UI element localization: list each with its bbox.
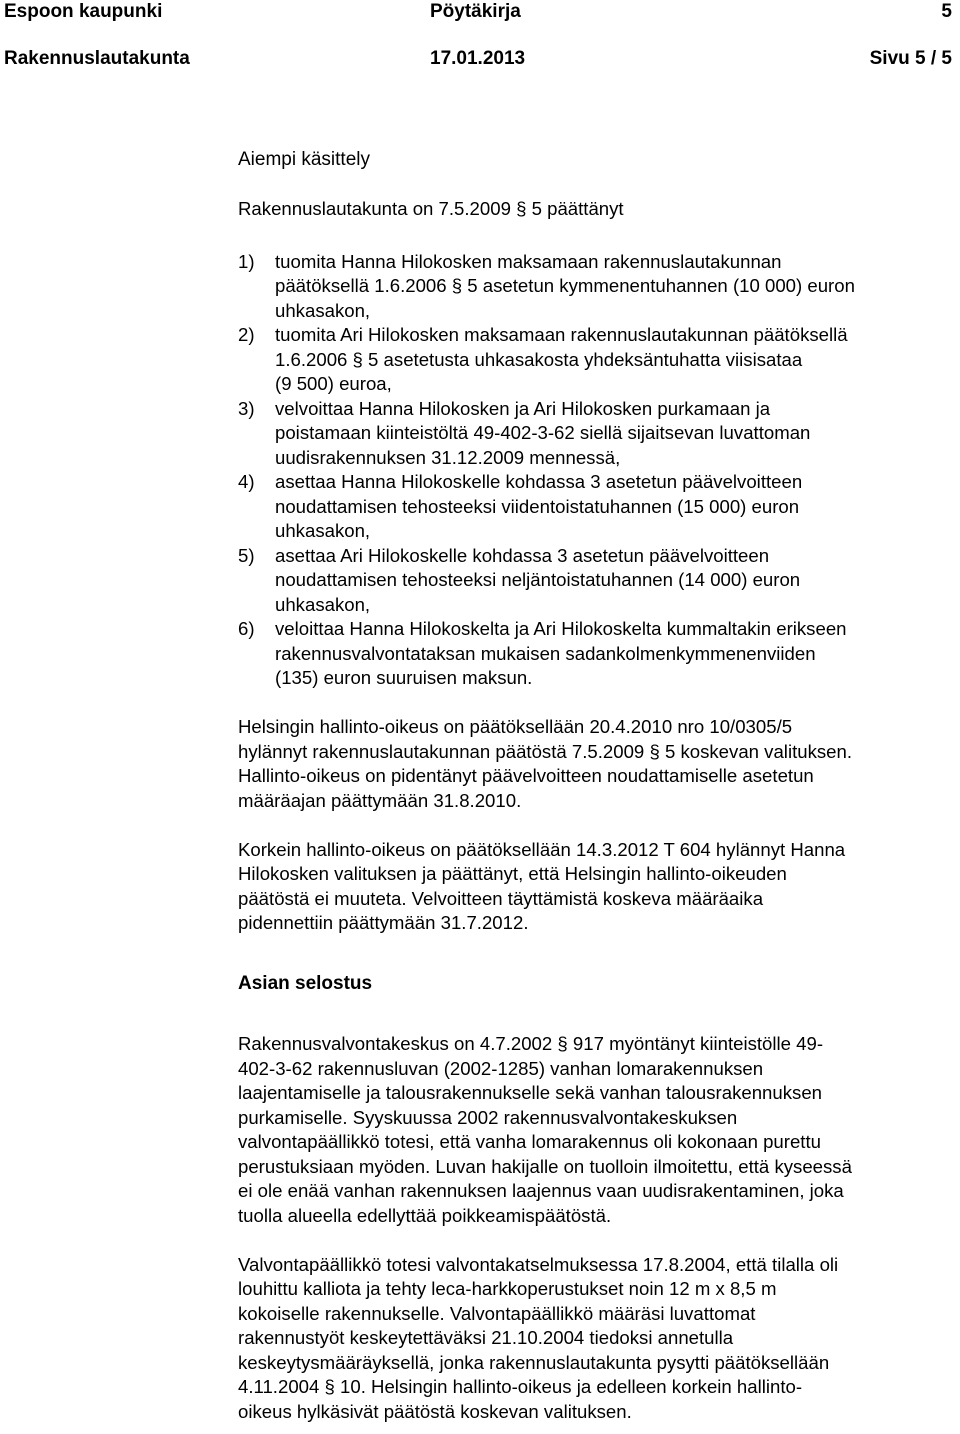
statement-paragraph-1 [238,1032,960,1228]
decision-item-line: noudattamisen tehosteeksi neljäntoistatuhannen (14 000) euron [275,569,801,590]
paragraph-line: 402-3-62 rakennusluvan (2002-1285) vanhan lomarakennuksen [238,1057,764,1079]
paragraph-line: Hilokosken valituksen ja päättänyt, että Helsingin hallinto-oikeuden [238,863,787,884]
decision-item-line: (135) euron suuruisen maksun. [275,667,533,688]
decision-item-number: 6) [238,618,255,639]
paragraph-line: hylännyt rakennuslautakunnan päätöstä 7.5.2009 § 5 koskevan valituksen. [238,740,853,762]
paragraph-line: oikeus hylkäsivät päätöstä koskevan valituksen. [238,1400,632,1422]
paragraph-line: määräajan päättymään 31.8.2010. [238,789,522,811]
decision-item-line: rakennusvalvontataksan mukaisen sadankolmenkymmenenviiden [275,642,816,664]
paragraph-line: valvontapäällikkö totesi, että vanha lomarakennus oli kokonaan purettu [238,1131,821,1152]
decision-item-line: asettaa Hanna Hilokoskelle kohdassa 3 asetetun päävelvoitteen [275,471,803,492]
paragraph-line: kokoiselle rakennukselle. Valvontapäällikkö määräsi luvattomat [238,1302,756,1324]
paragraph-line: tuolla alueella edellyttää poikkeamispäätöstä. [238,1204,612,1226]
board-name: Rakennuslautakunta [4,48,190,69]
paragraph-line: Hallinto-oikeus on pidentänyt päävelvoitteen noudattamiselle asetetun [238,765,814,786]
meeting-date: 17.01.2013 [430,48,526,69]
paragraph-line: Rakennusvalvontakeskus on 4.7.2002 § 917 myöntänyt kiinteistölle 49- [238,1033,824,1054]
decision-item-line: tuomita Hanna Hilokosken maksamaan rakennuslautakunnan [275,250,782,272]
decision-item [238,544,960,618]
administrative-court-paragraph [238,715,960,813]
decision-item [238,470,960,544]
decision-item [238,397,960,471]
section-number: 5 [941,1,952,22]
decision-list [238,250,960,691]
decision-item [238,323,960,397]
decision-item-line: velvoittaa Hanna Hilokosken ja Ari Hilokosken purkamaan ja [275,397,771,419]
supreme-court-paragraph [238,838,960,936]
paragraph-line: pidennettiin päättymään 31.7.2012. [238,912,529,933]
paragraph-line: Valvontapäällikkö totesi valvontakatselmuksessa 17.8.2004, että tilalla oli [238,1253,839,1275]
paragraph-line: 4.11.2004 § 10. Helsingin hallinto-oikeus ja edelleen korkein hallinto- [238,1376,803,1397]
decision-item-number: 2) [238,324,255,345]
decision-item-number: 1) [238,250,255,272]
previous-intro: Rakennuslautakunta on 7.5.2009 § 5 päättänyt [238,198,624,219]
previous-handling-heading: Aiempi käsittely [238,149,370,170]
decision-item-line: uudisrakennuksen 31.12.2009 mennessä, [275,446,621,468]
decision-item-line: asettaa Ari Hilokoskelle kohdassa 3 asetetun päävelvoitteen [275,544,770,566]
paragraph-line: perustuksiaan myöden. Luvan hakijalle on tuolloin ilmoitettu, että kyseessä [238,1155,852,1177]
paragraph-line: päätöstä ei muuteta. Velvoitteen täyttämistä koskeva määräaika [238,887,764,909]
document-type: Pöytäkirja [430,1,521,22]
decision-item [238,617,960,691]
page-indicator: Sivu 5 / 5 [869,48,952,69]
decision-item-line: (9 500) euroa, [275,373,392,394]
paragraph-line: rakennustyöt keskeytettäväksi 21.10.2004 tiedoksi annetulla [238,1327,734,1348]
decision-item-line: noudattamisen tehosteeksi viidentoistatuhannen (15 000) euron [275,495,800,517]
decision-item-number: 4) [238,471,255,492]
city-name: Espoon kaupunki [4,1,163,22]
paragraph-line: keskeytysmääräyksellä, jonka rakennuslautakunta pysytti päätöksellään [238,1351,830,1373]
paragraph-line: ei ole enää vanhan rakennuksen laajennus vaan uudisrakentaminen, joka [238,1180,844,1201]
decision-item-number: 3) [238,397,255,419]
statement-paragraph-2 [238,1253,960,1425]
decision-item-line: uhkasakon, [275,520,371,541]
paragraph-line: laajentamiselle ja talousrakennukselle sekä vanhan talousrakennuksen [238,1082,823,1103]
decision-item [238,250,960,324]
statement-heading: Asian selostus [238,972,373,994]
document-body [238,148,960,1424]
decision-item-number: 5) [238,544,255,566]
decision-item-line: uhkasakon, [275,593,371,615]
decision-item-line: tuomita Ari Hilokosken maksamaan rakennuslautakunnan päätöksellä [275,324,848,345]
paragraph-line: purkamiselle. Syyskuussa 2002 rakennusvalvontakeskuksen [238,1106,738,1128]
paragraph-line: louhittu kalliota ja tehty leca-harkkoperustukset noin 12 m x 8,5 m [238,1278,777,1299]
paragraph-line: Korkein hallinto-oikeus on päätöksellään 14.3.2012 T 604 hylännyt Hanna [238,838,846,860]
decision-item-line: uhkasakon, [275,299,371,321]
decision-item-line: veloittaa Hanna Hilokoskelta ja Ari Hilokoskelta kummaltakin erikseen [275,618,847,639]
decision-item-line: 1.6.2006 § 5 asetetusta uhkasakosta yhdeksäntuhatta viisisataa [275,348,803,370]
decision-item-line: päätöksellä 1.6.2006 § 5 asetetun kymmenentuhannen (10 000) euron [275,275,855,296]
decision-item-line: poistamaan kiinteistöltä 49-402-3-62 siellä sijaitsevan luvattoman [275,422,811,443]
paragraph-line: Helsingin hallinto-oikeus on päätöksellään 20.4.2010 nro 10/0305/5 [238,716,793,737]
